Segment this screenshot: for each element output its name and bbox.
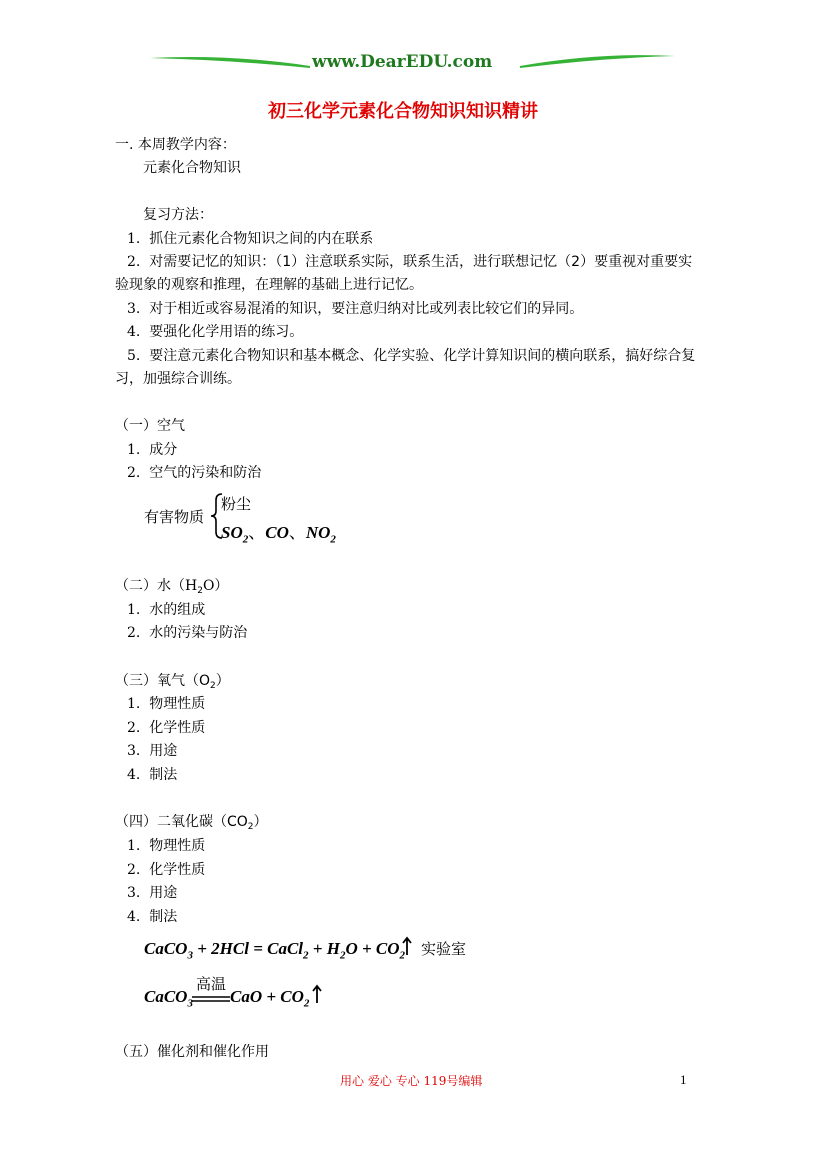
list-item: 4. 制法 [127, 909, 178, 925]
harmful-label: 有害物质 [144, 508, 205, 526]
list-item: 4. 制法 [127, 767, 178, 783]
equation-note: 实验室 [421, 940, 467, 958]
list-item: 1. 物理性质 [127, 838, 206, 854]
equation-decomposition-products: CaO + $CO_2$ [230, 987, 310, 1010]
list-item: 1. 水的组成 [127, 602, 206, 618]
equals-sign [192, 994, 230, 1004]
section-heading-oxygen: （三）氧气$(O_2)$ [115, 673, 230, 691]
method-title: 复习方法： [143, 207, 213, 223]
page-number: 1 [680, 1072, 687, 1087]
section-heading-air: （一）空气 [115, 418, 185, 434]
gas-arrow-icon [311, 984, 323, 1004]
list-item-continuation: 验现象的观察和推理，在理解的基础上进行记忆。 [115, 277, 423, 293]
harmful-dust: 粉尘 [221, 495, 252, 513]
list-item: 3. 用途 [127, 885, 178, 901]
list-item: 2. 化学性质 [127, 720, 206, 736]
page-title: 初三化学元素化合物知识知识精讲 [268, 101, 538, 122]
section-heading-water: （二）水$(H_2O)$ [115, 578, 229, 596]
equation-decomposition-reactant: CaCO$_3$ [144, 987, 193, 1010]
list-item: 2. 空气的污染和防治 [127, 465, 262, 481]
reaction-condition: 高温 [196, 975, 227, 993]
list-item: 2. 对需要记忆的知识：（1）注意联系实际，联系生活，进行联想记忆（2）要重视对重要实 [127, 254, 693, 270]
list-item: 1. 成分 [127, 442, 178, 458]
list-item: 2. 化学性质 [127, 862, 206, 878]
section-heading-co2: （四）二氧化碳$(CO_2)$ [115, 814, 268, 832]
topic-text: 元素化合物知识 [143, 160, 241, 176]
list-item: 3. 用途 [127, 743, 178, 759]
list-item: 4. 要强化化学用语的练习。 [127, 324, 304, 340]
list-item: 1. 物理性质 [127, 696, 206, 712]
site-url: www.DearEDU.com [312, 52, 493, 72]
footer-text: 用心 爱心 专心 119号编辑 [340, 1074, 483, 1088]
gas-arrow-icon [401, 936, 413, 956]
list-item: 2. 水的污染与防治 [127, 625, 248, 641]
section-heading: 一. 本周教学内容： [115, 137, 236, 153]
harmful-gases: $SO_2$、CO、$NO_2$ [221, 523, 336, 546]
list-item: 5. 要注意元素化合物知识和基本概念、化学实验、化学计算知识间的横向联系，搞好综合复 [127, 348, 696, 364]
list-item: 3. 对于相近或容易混淆的知识，要注意归纳对比或列表比较它们的异同。 [127, 301, 584, 317]
equation-lab-prep: CaCO$_3$ + 2HCl = CaCl$_2$ + $H_2O + CO_2$ [144, 939, 406, 962]
list-item-continuation: 习，加强综合训练。 [115, 371, 241, 387]
list-item: 1. 抓住元素化合物知识之间的内在联系 [127, 231, 374, 247]
section-heading-catalyst: （五）催化剂和催化作用 [115, 1044, 269, 1060]
